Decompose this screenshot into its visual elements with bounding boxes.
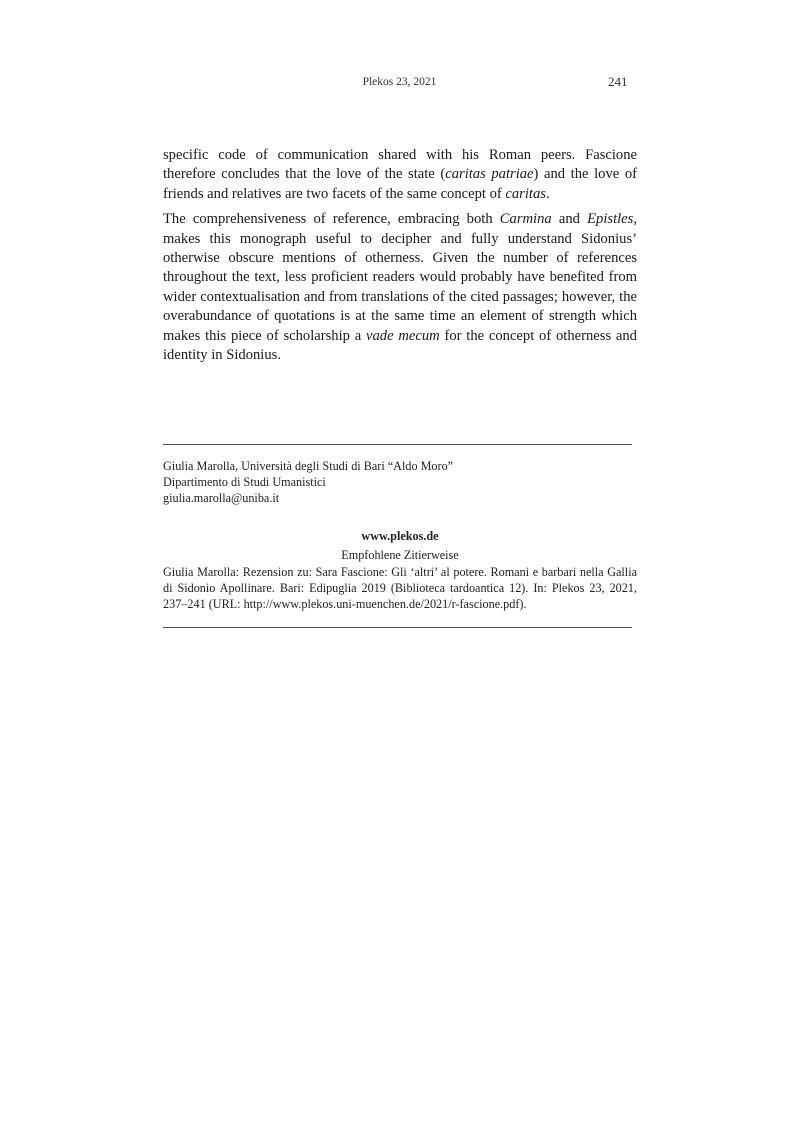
italic-text: caritas patriae bbox=[445, 166, 534, 183]
body-text bbox=[163, 146, 637, 371]
italic-text: vade mecum bbox=[366, 327, 440, 344]
page-number: 241 bbox=[608, 74, 628, 89]
running-head: Plekos 23, 2021 bbox=[362, 76, 437, 88]
author-department: Dipartimento di Studi Umanistici bbox=[163, 475, 326, 489]
text-run: and bbox=[551, 211, 588, 228]
text-run: ) and the love of friends and relatives are two facets of the same concept of bbox=[163, 166, 637, 202]
citation-block bbox=[163, 528, 637, 612]
text-run: specific code of communication shared with his Roman peers. Fascione therefore concludes that the love of the state ( bbox=[163, 147, 637, 183]
divider-rule-bottom bbox=[163, 627, 632, 628]
citation-heading: Empfohlene Zitierweise bbox=[341, 548, 459, 563]
italic-text: caritas bbox=[505, 185, 546, 202]
paragraph bbox=[163, 146, 637, 204]
author-affiliation bbox=[163, 458, 453, 506]
text-run: , makes this monograph useful to decipher and fully understand Sidonius’ otherwise obscure mentions of otherness. Given the number of references throughout the text, less proficient readers would probably have benefited from wider contextualisation and from translations of the cited passages; however, the overabundance of quotations is at the same time an element of strength which makes this piece of scholarship a bbox=[163, 211, 637, 344]
author-name-university: Giulia Marolla, Università degli Studi di Bari “Aldo Moro” bbox=[163, 459, 454, 473]
text-run: . bbox=[545, 185, 550, 202]
text-run: for the concept of otherness and identity in Sidonius. bbox=[163, 327, 637, 364]
author-email[interactable]: giulia.marolla@uniba.it bbox=[163, 491, 280, 505]
italic-text: Epistles bbox=[587, 211, 634, 228]
citation-text: Giulia Marolla: Rezension zu: Sara Fascione: Gli ‘altri’ al potere. Romani e barbari nella Gallia di Sidonio Apollinare. Bari: Edipuglia 2019 (Biblioteca tardoantica 12). In: Plekos 23, 2021, 237–241 (URL: http://www.plekos.uni-muenchen.de/2021/r-fascione.pdf). bbox=[163, 564, 637, 612]
text-run: The comprehensiveness of reference, embracing both bbox=[163, 211, 500, 228]
divider-rule-top bbox=[163, 444, 632, 445]
paragraph bbox=[163, 210, 637, 365]
italic-text: Carmina bbox=[499, 211, 552, 228]
site-link[interactable]: www.plekos.de bbox=[361, 529, 439, 543]
